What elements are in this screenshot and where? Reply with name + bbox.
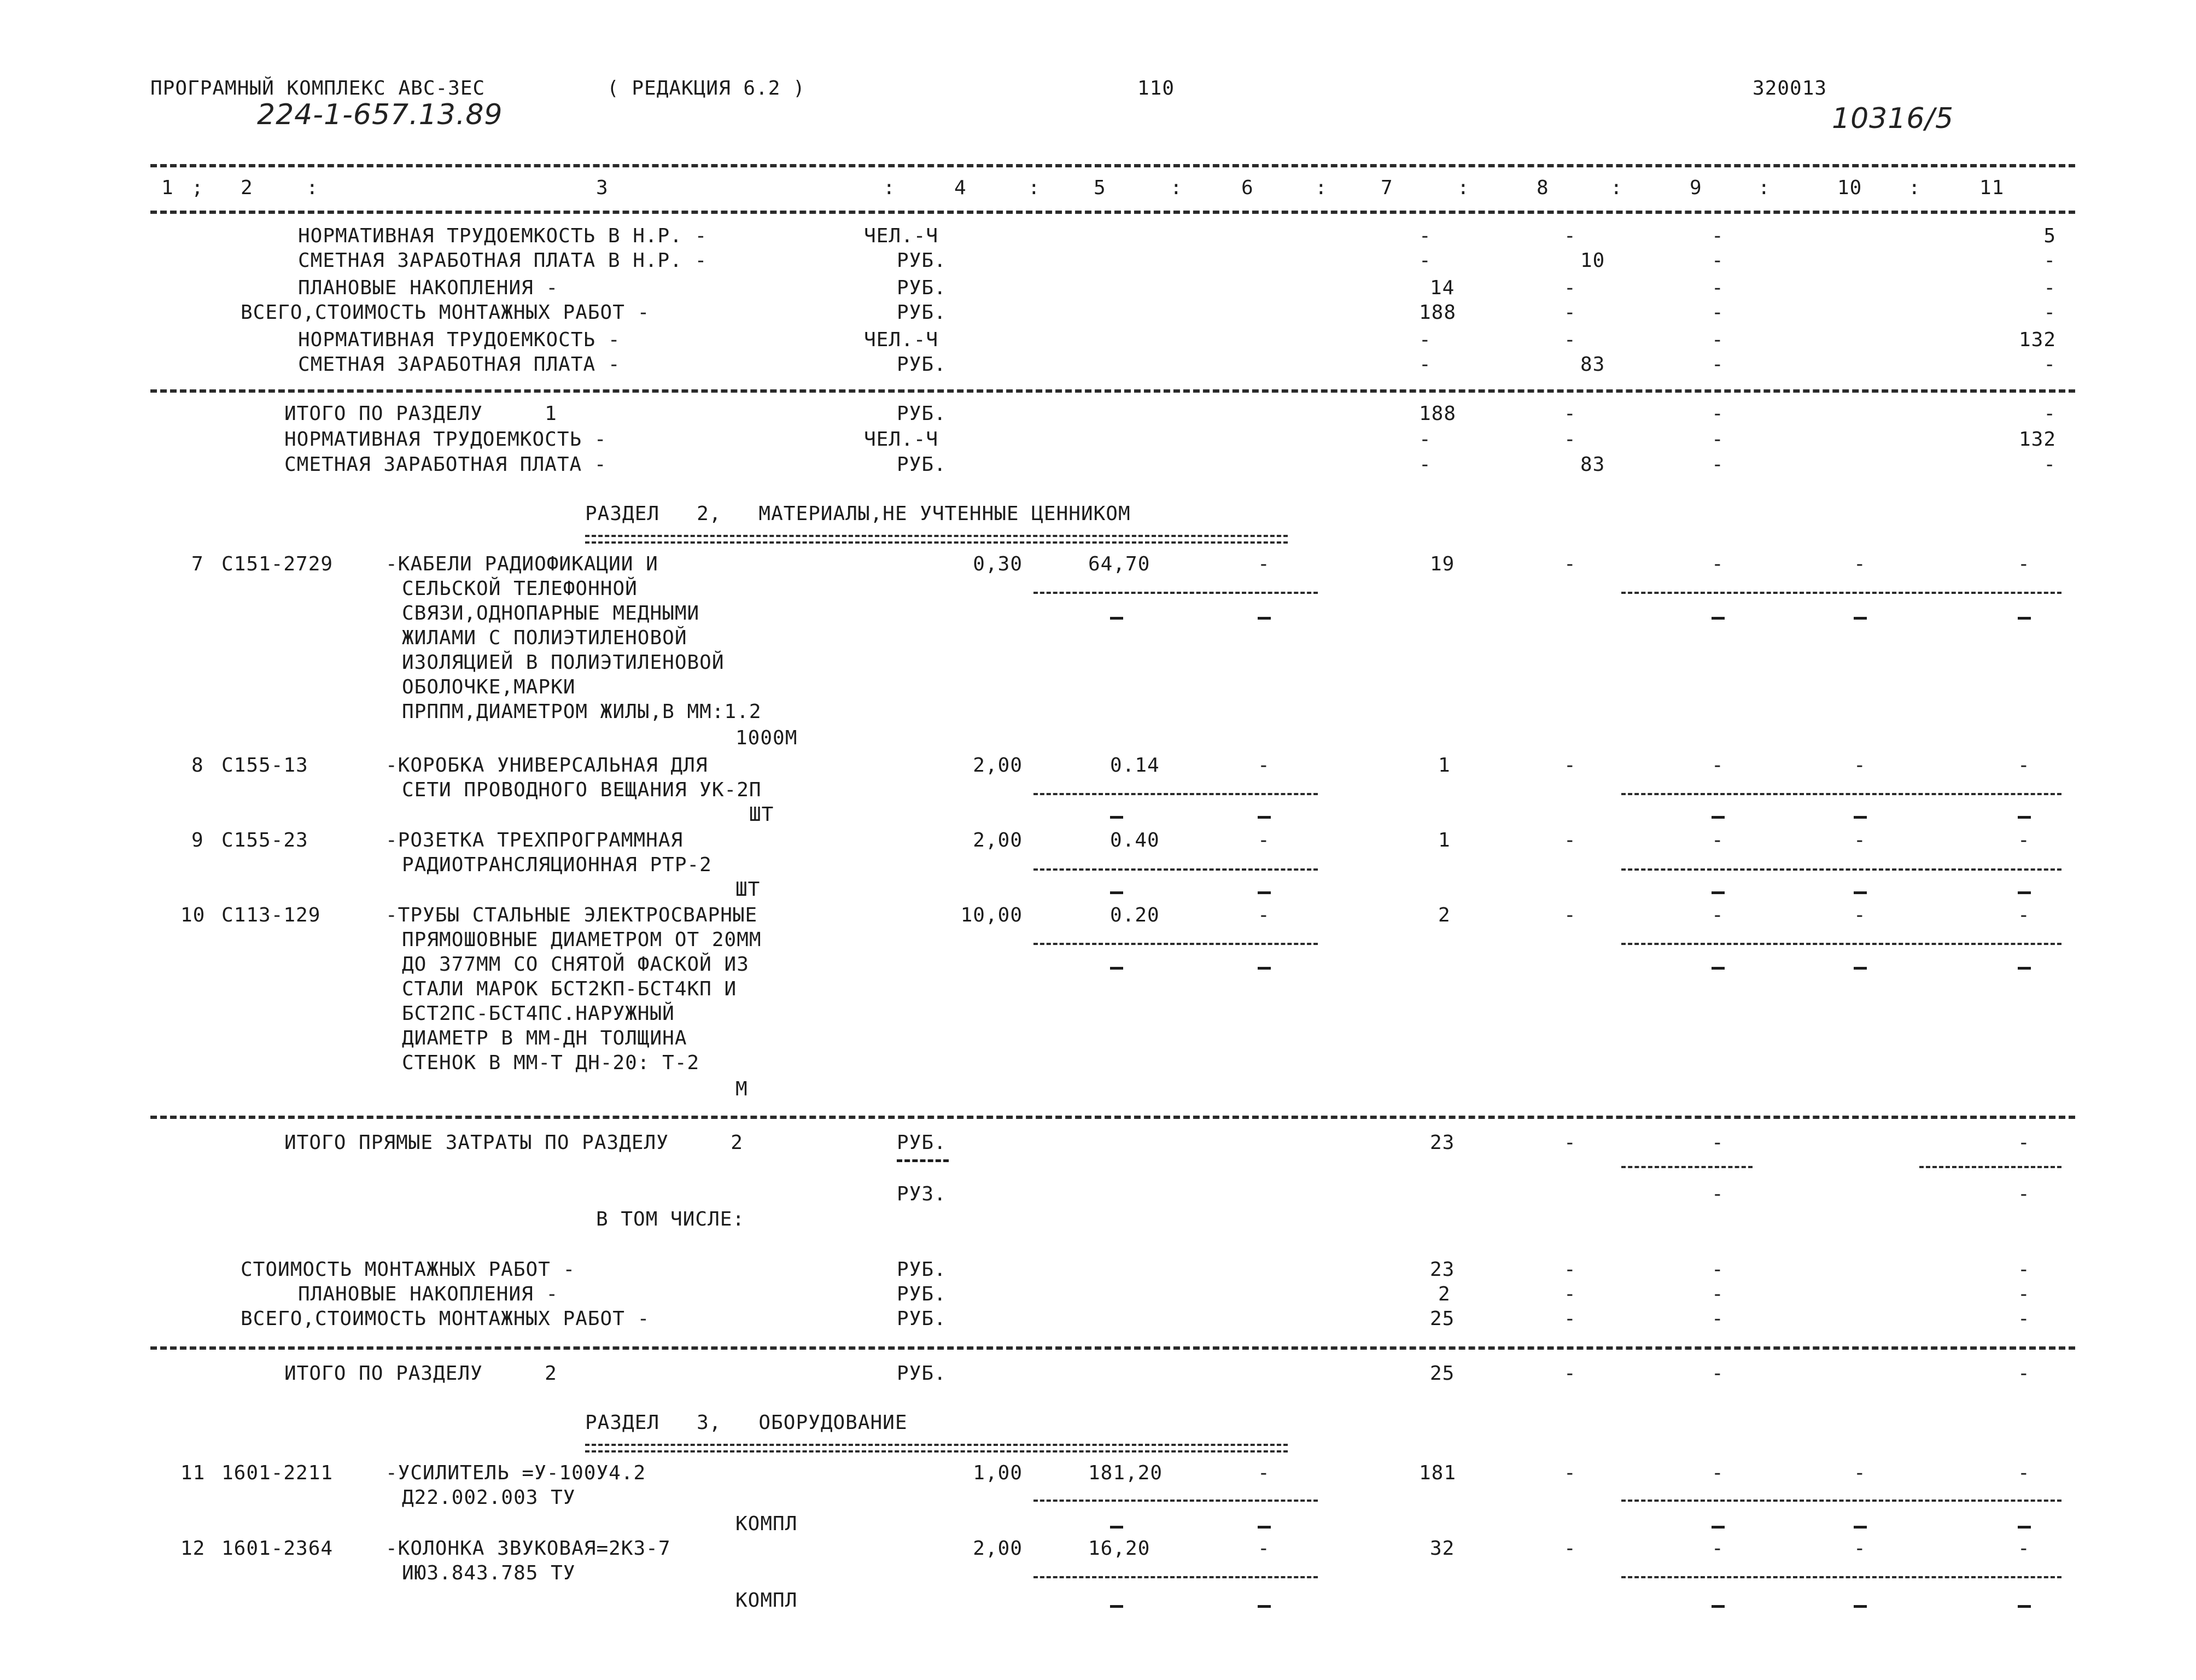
s1-label-3: ВСЕГО,СТОИМОСТЬ МОНТАЖНЫХ РАБОТ - [241, 301, 650, 324]
item-unit: ШТ [735, 878, 761, 901]
section3-title: РАЗДЕЛ 3, ОБОРУДОВАНИЕ [585, 1411, 908, 1434]
total2-row-c8: - [1564, 1283, 1576, 1305]
item-desc: СЕТИ ПРОВОДНОГО ВЕЩАНИЯ УК-2П [402, 779, 762, 801]
col-header-8: 8 [1537, 177, 1549, 199]
sub-dash [1110, 1526, 1123, 1529]
item-qty: 10,00 [960, 904, 1023, 926]
sub-dash [1712, 617, 1725, 620]
item-desc: Д22.002.003 ТУ [402, 1486, 576, 1509]
total1-unit-2: РУБ. [897, 453, 947, 476]
item-desc: ДИАМЕТР В ММ-ДН ТОЛЩИНА [402, 1027, 687, 1049]
sub-rule [1033, 1500, 1318, 1502]
col-header-3: 3 [596, 177, 609, 199]
item-c10: - [1854, 754, 1866, 777]
item-c7: 181 [1419, 1462, 1457, 1484]
item-desc: ПРППМ,ДИАМЕТРОМ ЖИЛЫ,В ММ:1.2 [402, 701, 762, 723]
item-unit: КОМПЛ [735, 1513, 798, 1535]
item-desc: -УСИЛИТЕЛЬ =У-100У4.2 [386, 1462, 646, 1484]
total1-c9-0: - [1712, 402, 1724, 425]
item-unit: М [735, 1078, 748, 1100]
total2-row-c7: 2 [1438, 1283, 1451, 1305]
handwritten-sheet-number: 10316/5 [1832, 102, 1954, 135]
total2-c9: - [1712, 1131, 1724, 1154]
sub-dash [1258, 891, 1271, 894]
item-c9: - [1712, 754, 1724, 777]
total1-label-1: НОРМАТИВНАЯ ТРУДОЕМКОСТЬ - [284, 428, 607, 451]
item-c10: - [1854, 1537, 1866, 1560]
sub-dash [1110, 891, 1123, 894]
sub-dash [1712, 1526, 1725, 1529]
sub-rule [1919, 1166, 2061, 1168]
item-c11: - [2018, 1537, 2030, 1560]
total1-unit-1: ЧЕЛ.-Ч [864, 428, 939, 451]
sub-dash [1258, 816, 1271, 819]
total2-final-c11: - [2018, 1362, 2030, 1385]
s1-c11-4: 132 [2018, 329, 2056, 351]
sub-dash [1854, 816, 1867, 819]
edition: ( РЕДАКЦИЯ 6.2 ) [607, 77, 805, 100]
item-c11: - [2018, 754, 2030, 777]
item-c6: - [1258, 553, 1270, 575]
total2-row-c11: - [2018, 1283, 2030, 1305]
total1-c11-0: - [2043, 402, 2056, 425]
item-desc: СТАЛИ МАРОК БСТ2КП-БСТ4КП И [402, 978, 737, 1000]
sub-dash [1854, 617, 1867, 620]
total2-row-unit: РУБ. [897, 1258, 947, 1281]
item-c8: - [1564, 904, 1576, 926]
item-unit: 1000М [735, 727, 798, 749]
total1-c8-0: - [1564, 402, 1576, 425]
col-header-9: 9 [1690, 177, 1702, 199]
item-number: 10 [180, 904, 206, 926]
item-code: С151-2729 [221, 553, 334, 575]
sub-rule [1621, 868, 2061, 871]
s1-unit-4: ЧЕЛ.-Ч [864, 329, 939, 351]
total2-final-c8: - [1564, 1362, 1576, 1385]
total2-direct-label: ИТОГО ПРЯМЫЕ ЗАТРАТЫ ПО РАЗДЕЛУ 2 [284, 1131, 743, 1154]
section2-total-rule [150, 1116, 2075, 1119]
item-price: 16,20 [1088, 1537, 1150, 1560]
item-code: С155-13 [221, 754, 308, 777]
item-desc: ДО 377ММ СО СНЯТОЙ ФАСКОЙ ИЗ [402, 953, 749, 976]
s1-unit-1: РУБ. [897, 249, 947, 272]
section2-title-underline [585, 535, 1288, 537]
s1-c9-2: - [1712, 277, 1724, 299]
item-c9: - [1712, 553, 1724, 575]
total1-c9-2: - [1712, 453, 1724, 476]
total1-c7-2: - [1419, 453, 1432, 476]
program-name: ПРОГРАМНЫЙ КОМПЛЕКС АВС-3ЕС [150, 77, 486, 100]
total2-c9b: - [1712, 1183, 1724, 1205]
item-code: С155-23 [221, 829, 308, 851]
total2-row-c9: - [1712, 1308, 1724, 1330]
total2-row-label: СТОИМОСТЬ МОНТАЖНЫХ РАБОТ - [241, 1258, 576, 1281]
item-desc: -РОЗЕТКА ТРЕХПРОГРАММНАЯ [386, 829, 684, 851]
total2-unit-2: РУЗ. [897, 1183, 947, 1205]
s1-c8-0: - [1564, 225, 1576, 247]
total2-c7: 23 [1430, 1131, 1455, 1154]
item-c10: - [1854, 1462, 1866, 1484]
s1-c8-1: 10 [1580, 249, 1605, 272]
total2-row-c8: - [1564, 1308, 1576, 1330]
item-c11: - [2018, 829, 2030, 851]
s1-c8-5: 83 [1580, 353, 1605, 376]
item-c11: - [2018, 1462, 2030, 1484]
document-page: ПРОГРАМНЫЙ КОМПЛЕКС АВС-3ЕС ( РЕДАКЦИЯ 6.2 ) 110 320013 224-1-657.13.89 10316/5 1 2 3 4 5 6 7 8 9 10 11 ; : : : : : : : : : НОРМАТИВНАЯ ТРУДОЕМКОСТЬ В Н.Р. - ЧЕЛ.-Ч - - - 5 СМЕТНАЯ ЗАРАБОТНАЯ ПЛАТА В Н.Р. - РУБ. - 10 - - ПЛАНОВЫЕ НАКОПЛЕНИЯ - РУБ. 14 - - - ВСЕГО,СТОИМОСТЬ МОНТАЖНЫХ РАБОТ - РУБ. 188 - - - НОРМАТИВНАЯ ТРУДОЕМКОСТЬ - ЧЕЛ.-Ч - - - 132 СМЕТНАЯ ЗАРАБОТНАЯ ПЛАТА - РУБ. - 83 - - ИТОГО ПО РАЗДЕЛУ 1 РУБ. 188 - - - НОРМАТИВНАЯ ТРУДОЕМКОСТЬ - ЧЕЛ.-Ч - - - 132 СМЕТНАЯ ЗАРАБОТНАЯ ПЛАТА - РУБ. - 83 - - РАЗДЕЛ 2, МАТЕРИАЛЫ,НЕ УЧТЕННЫЕ ЦЕННИКОМ 7 С151-2729 -КАБЕЛИ РАДИОФИКАЦИИ И СЕЛЬСКОЙ ТЕЛЕФОННОЙ СВЯЗИ,ОДНОПАРНЫЕ МЕДНЫМИ ЖИЛАМИ С ПОЛИЭТИЛЕНОВОЙ ИЗОЛЯЦИЕЙ В ПОЛИЭТИЛЕНОВОЙ ОБОЛОЧКЕ,МАРКИ ПРППМ,ДИАМЕТРОМ ЖИЛЫ,В ММ:1.2 1000М 0,30 64,70 - 19 - - - - 8 С155-13 -КОРОБКА УНИВЕРСАЛЬНАЯ ДЛЯ СЕТИ ПРОВОДНОГО ВЕЩАНИЯ УК-2П ШТ 2,00 0.14 - 1 - - - - 9 С155-23 -РОЗЕТКА ТРЕХПРОГРАММНАЯ РАДИОТРАНСЛЯЦИОННАЯ РТР-2 ШТ 2,00 0.40 - 1 - - - - 10 С113-129 -ТРУБЫ СТАЛЬНЫЕ ЭЛЕКТРОСВАРНЫЕ ПРЯМОШОВНЫЕ ДИАМЕТРОМ ОТ 20ММ ДО 377ММ СО СНЯТОЙ ФАСКОЙ ИЗ СТАЛИ МАРОК БСТ2КП-БСТ4КП И БСТ2ПС-БСТ4ПС.НАРУЖНЫЙ ДИАМЕТР В ММ-ДН ТОЛЩИНА СТЕНОК В ММ-Т ДН-20: Т-2 М 10,00 0.20 - 2 - - - - ИТОГО ПРЯМЫЕ ЗАТРАТЫ ПО РАЗДЕЛУ 2 РУБ. 23 - - - РУЗ. - - В ТОМ ЧИСЛЕ: СТОИМОСТЬ МОНТАЖНЫХ РАБОТ - РУБ. 23 - - - ПЛАНОВЫЕ НАКОПЛЕНИЯ - РУБ. 2 - - - ВСЕГО,СТОИМОСТЬ МОНТАЖНЫХ РАБОТ - РУБ. 25 - - - ИТОГО ПО РАЗДЕЛУ 2 РУБ. 25 - - - РАЗДЕЛ 3, ОБОРУДОВАНИЕ 11 1601-2211 -УСИЛИТЕЛЬ =У-100У4.2 Д22.002.003 ТУ КОМПЛ 1,00 181,20 - 181 - - - - 12 1601-2364 -КОЛОНКА ЗВУКОВАЯ=2КЗ-7 ИЮ3.843.785 ТУ КОМПЛ 2,00 16,20 - 32 - - - - [0, 0, 2196, 1680]
total1-c11-2: - [2043, 453, 2056, 476]
sub-dash [2018, 617, 2031, 620]
total2-row-unit: РУБ. [897, 1308, 947, 1330]
section3-title-underline-2 [585, 1450, 1288, 1452]
item-c9: - [1712, 1462, 1724, 1484]
item-c7: 32 [1430, 1537, 1455, 1560]
s1-c11-1: - [2043, 249, 2056, 272]
total1-c9-1: - [1712, 428, 1724, 451]
col-header-4: 4 [954, 177, 967, 199]
s1-c8-4: - [1564, 329, 1576, 351]
s1-c7-2: 14 [1430, 277, 1455, 299]
item-c6: - [1258, 904, 1270, 926]
col-header-11: 11 [1979, 177, 2005, 199]
s1-unit-3: РУБ. [897, 301, 947, 324]
item-c8: - [1564, 553, 1576, 575]
unit-rule [897, 1159, 949, 1162]
sub-dash [1258, 1605, 1271, 1608]
item-qty: 2,00 [973, 754, 1023, 777]
item-number: 7 [191, 553, 204, 575]
item-c6: - [1258, 754, 1270, 777]
s1-c9-0: - [1712, 225, 1724, 247]
s1-c11-5: - [2043, 353, 2056, 376]
item-qty: 2,00 [973, 1537, 1023, 1560]
total2-row-c9: - [1712, 1258, 1724, 1281]
item-desc: СТЕНОК В ММ-Т ДН-20: Т-2 [402, 1052, 700, 1074]
item-c10: - [1854, 553, 1866, 575]
item-c8: - [1564, 1537, 1576, 1560]
total2-row-c7: 25 [1430, 1308, 1455, 1330]
total2-row-c11: - [2018, 1258, 2030, 1281]
item-desc: БСТ2ПС-БСТ4ПС.НАРУЖНЫЙ [402, 1002, 675, 1025]
s1-label-4: НОРМАТИВНАЯ ТРУДОЕМКОСТЬ - [298, 329, 621, 351]
total2-final-label: ИТОГО ПО РАЗДЕЛУ 2 [284, 1362, 557, 1385]
item-qty: 2,00 [973, 829, 1023, 851]
including-label: В ТОМ ЧИСЛЕ: [596, 1208, 745, 1230]
s1-c7-0: - [1419, 225, 1432, 247]
sub-dash [1712, 891, 1725, 894]
s1-c9-4: - [1712, 329, 1724, 351]
item-desc: -ТРУБЫ СТАЛЬНЫЕ ЭЛЕКТРОСВАРНЫЕ [386, 904, 758, 926]
s1-c11-3: - [2043, 301, 2056, 324]
col-header-6: 6 [1241, 177, 1254, 199]
sub-dash [1110, 967, 1123, 970]
section2-title: РАЗДЕЛ 2, МАТЕРИАЛЫ,НЕ УЧТЕННЫЕ ЦЕННИКОМ [585, 503, 1131, 525]
item-desc: ПРЯМОШОВНЫЕ ДИАМЕТРОМ ОТ 20ММ [402, 929, 762, 951]
total2-unit-1: РУБ. [897, 1131, 947, 1154]
total2-row-label: ПЛАНОВЫЕ НАКОПЛЕНИЯ - [298, 1283, 559, 1305]
header-bottom-rule [150, 211, 2075, 214]
total1-c8-1: - [1564, 428, 1576, 451]
total1-label-2: СМЕТНАЯ ЗАРАБОТНАЯ ПЛАТА - [284, 453, 607, 476]
sub-rule [1033, 1576, 1318, 1578]
item-number: 12 [180, 1537, 206, 1560]
col-header-2: 2 [241, 177, 253, 199]
sub-dash [2018, 1526, 2031, 1529]
sub-dash [2018, 967, 2031, 970]
sub-dash [2018, 891, 2031, 894]
item-price: 0.14 [1110, 754, 1160, 777]
total1-label-0: ИТОГО ПО РАЗДЕЛУ 1 [284, 402, 557, 425]
page-number: 110 [1137, 77, 1175, 100]
item-desc: РАДИОТРАНСЛЯЦИОННАЯ РТР-2 [402, 854, 712, 876]
item-c6: - [1258, 1462, 1270, 1484]
item-price: 181,20 [1088, 1462, 1163, 1484]
item-number: 9 [191, 829, 204, 851]
col-header-5: 5 [1094, 177, 1106, 199]
item-c9: - [1712, 829, 1724, 851]
item-desc: ИЗОЛЯЦИЕЙ В ПОЛИЭТИЛЕНОВОЙ [402, 651, 725, 674]
s1-c7-3: 188 [1419, 301, 1457, 324]
item-qty: 1,00 [973, 1462, 1023, 1484]
s1-c8-2: - [1564, 277, 1576, 299]
item-desc: -КАБЕЛИ РАДИОФИКАЦИИ И [386, 553, 658, 575]
total2-c8: - [1564, 1131, 1576, 1154]
sub-dash [1258, 1526, 1271, 1529]
sub-rule [1033, 793, 1318, 795]
sub-dash [2018, 1605, 2031, 1608]
total2-final-unit: РУБ. [897, 1362, 947, 1385]
item-c7: 1 [1438, 829, 1451, 851]
sub-dash [1712, 967, 1725, 970]
item-c11: - [2018, 904, 2030, 926]
item-code: С113-129 [221, 904, 321, 926]
total1-c11-1: 132 [2018, 428, 2056, 451]
col-header-10: 10 [1837, 177, 1862, 199]
sub-dash [1854, 1526, 1867, 1529]
total2-row-c7: 23 [1430, 1258, 1455, 1281]
item-c7: 1 [1438, 754, 1451, 777]
sub-dash [1854, 1605, 1867, 1608]
s1-unit-2: РУБ. [897, 277, 947, 299]
item-price: 0.40 [1110, 829, 1160, 851]
item-c7: 2 [1438, 904, 1451, 926]
item-c7: 19 [1430, 553, 1455, 575]
s1-c9-1: - [1712, 249, 1724, 272]
item-desc: -КОЛОНКА ЗВУКОВАЯ=2КЗ-7 [386, 1537, 671, 1560]
sub-dash [1110, 617, 1123, 620]
s1-c7-1: - [1419, 249, 1432, 272]
sub-rule [1621, 1166, 1753, 1168]
total1-c7-0: 188 [1419, 402, 1457, 425]
sub-dash [1854, 967, 1867, 970]
item-price: 64,70 [1088, 553, 1150, 575]
total2-row-c8: - [1564, 1258, 1576, 1281]
total2-c11: - [2018, 1131, 2030, 1154]
item-c11: - [2018, 553, 2030, 575]
section1-total-rule [150, 389, 2075, 393]
sub-dash [1712, 1605, 1725, 1608]
total2-row-c9: - [1712, 1283, 1724, 1305]
sub-rule [1033, 592, 1318, 594]
total2-row-unit: РУБ. [897, 1283, 947, 1305]
s1-c11-2: - [2043, 277, 2056, 299]
document-code: 320013 [1753, 77, 1827, 100]
sub-rule [1621, 592, 2061, 594]
item-desc: ЖИЛАМИ С ПОЛИЭТИЛЕНОВОЙ [402, 627, 687, 649]
item-number: 11 [180, 1462, 206, 1484]
s1-label-1: СМЕТНАЯ ЗАРАБОТНАЯ ПЛАТА В Н.Р. - [298, 249, 708, 272]
total1-unit-0: РУБ. [897, 402, 947, 425]
item-c8: - [1564, 829, 1576, 851]
s1-unit-5: РУБ. [897, 353, 947, 376]
s1-c9-3: - [1712, 301, 1724, 324]
item-unit: КОМПЛ [735, 1589, 798, 1612]
sub-rule [1033, 868, 1318, 871]
sub-dash [1258, 967, 1271, 970]
item-desc: СВЯЗИ,ОДНОПАРНЫЕ МЕДНЫМИ [402, 602, 700, 625]
s1-c11-0: 5 [2043, 225, 2056, 247]
total2-c11b: - [2018, 1183, 2030, 1205]
sub-dash [1854, 891, 1867, 894]
sub-rule [1033, 943, 1318, 945]
sub-dash [1110, 1605, 1123, 1608]
s1-label-2: ПЛАНОВЫЕ НАКОПЛЕНИЯ - [298, 277, 559, 299]
total2-row-label: ВСЕГО,СТОИМОСТЬ МОНТАЖНЫХ РАБОТ - [241, 1308, 650, 1330]
item-c6: - [1258, 1537, 1270, 1560]
item-code: 1601-2364 [221, 1537, 334, 1560]
section3-title-underline [585, 1444, 1288, 1446]
item-c6: - [1258, 829, 1270, 851]
item-c9: - [1712, 1537, 1724, 1560]
s1-c7-5: - [1419, 353, 1432, 376]
item-desc: СЕЛЬСКОЙ ТЕЛЕФОННОЙ [402, 578, 638, 600]
s1-c9-5: - [1712, 353, 1724, 376]
s1-c7-4: - [1419, 329, 1432, 351]
item-price: 0.20 [1110, 904, 1160, 926]
s1-unit-0: ЧЕЛ.-Ч [864, 225, 939, 247]
s1-c8-3: - [1564, 301, 1576, 324]
total2-row-c11: - [2018, 1308, 2030, 1330]
total2-final-c9: - [1712, 1362, 1724, 1385]
total1-c8-2: 83 [1580, 453, 1605, 476]
s1-label-5: СМЕТНАЯ ЗАРАБОТНАЯ ПЛАТА - [298, 353, 621, 376]
section2-title-underline-2 [585, 541, 1288, 544]
item-code: 1601-2211 [221, 1462, 334, 1484]
sub-rule [1621, 1576, 2061, 1578]
sub-dash [1258, 617, 1271, 620]
sub-rule [1621, 943, 2061, 945]
item-number: 8 [191, 754, 204, 777]
header-top-rule [150, 164, 2075, 167]
s1-label-0: НОРМАТИВНАЯ ТРУДОЕМКОСТЬ В Н.Р. - [298, 225, 708, 247]
sub-dash [2018, 816, 2031, 819]
item-c9: - [1712, 904, 1724, 926]
sub-dash [1110, 816, 1123, 819]
section2-final-rule [150, 1346, 2075, 1350]
item-c8: - [1564, 754, 1576, 777]
item-desc: -КОРОБКА УНИВЕРСАЛЬНАЯ ДЛЯ [386, 754, 708, 777]
item-unit: ШТ [749, 803, 774, 826]
item-desc: ИЮ3.843.785 ТУ [402, 1562, 576, 1584]
col-header-7: 7 [1381, 177, 1393, 199]
sub-dash [1712, 816, 1725, 819]
item-c10: - [1854, 904, 1866, 926]
item-qty: 0,30 [973, 553, 1023, 575]
total2-final-c7: 25 [1430, 1362, 1455, 1385]
sub-rule [1621, 793, 2061, 795]
total1-c7-1: - [1419, 428, 1432, 451]
item-c10: - [1854, 829, 1866, 851]
handwritten-project-number: 224-1-657.13.89 [257, 98, 503, 131]
sub-rule [1621, 1500, 2061, 1502]
col-header-1: 1 [161, 177, 174, 199]
item-c8: - [1564, 1462, 1576, 1484]
item-desc: ОБОЛОЧКЕ,МАРКИ [402, 676, 576, 698]
